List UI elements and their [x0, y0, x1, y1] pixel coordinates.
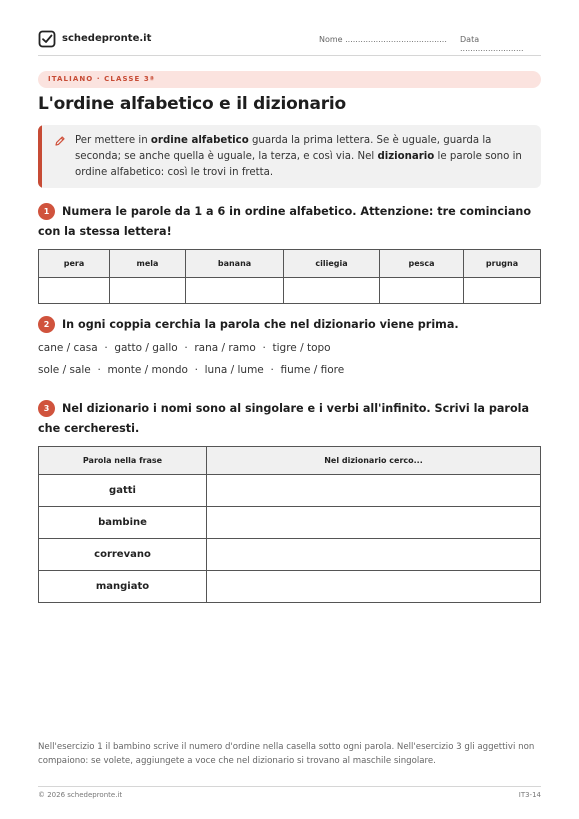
word-cell: mela: [110, 250, 186, 278]
column-header: Nel dizionario cerco...: [207, 447, 541, 475]
note-accent-bar: [38, 125, 42, 188]
answer-box[interactable]: [110, 278, 186, 304]
word-cell: banana: [186, 250, 284, 278]
answer-box[interactable]: [284, 278, 380, 304]
table-row: [39, 475, 541, 507]
exercise-1-number: 1: [38, 203, 55, 220]
table-row: [39, 278, 541, 304]
answer-box[interactable]: [39, 278, 110, 304]
table-row: [39, 539, 541, 571]
page-title: L'ordine alfabetico e il dizionario: [38, 94, 347, 114]
exercise-2-heading: 2 In ogni coppia cerchia la parola che nel dizionario viene prima.: [38, 315, 541, 335]
date-field: Data .........................: [460, 35, 524, 53]
sentence-word: bambine: [39, 507, 207, 539]
answer-field[interactable]: [207, 507, 541, 539]
answer-box[interactable]: [380, 278, 464, 304]
exercise-3-table: [38, 446, 541, 603]
subject-badge: [38, 71, 541, 88]
answer-field[interactable]: [207, 571, 541, 603]
sentence-word: correvano: [39, 539, 207, 571]
exercise-3-number: 3: [38, 400, 55, 417]
pencil-icon: [54, 135, 66, 147]
answer-field[interactable]: [207, 475, 541, 507]
word-cell: pera: [39, 250, 110, 278]
word-cell: ciliegia: [284, 250, 380, 278]
subject-label: ITALIANO · CLASSE 3ª: [48, 75, 155, 83]
copyright: © 2026 schedepronte.it: [38, 791, 123, 799]
word-pairs-line-2[interactable]: sole / sale · monte / mondo · luna / lume · fiume / fiore: [38, 364, 345, 376]
word-cell: pesca: [380, 250, 464, 278]
exercise-1-heading: 1 Numera le parole da 1 a 6 in ordine alfabetico. Attenzione: tre cominciano con la stessa lettera!: [38, 205, 532, 238]
answer-box[interactable]: [186, 278, 284, 304]
sentence-word: gatti: [39, 475, 207, 507]
word-cell: prugna: [464, 250, 541, 278]
sheet-code: IT3-14: [518, 791, 541, 799]
exercise-2-number: 2: [38, 316, 55, 333]
note-text: Per mettere in ordine alfabetico guarda la prima lettera. Se è uguale, guarda la seconda; se anche quella è uguale, la terza, e così via. Nel dizionario le parole sono in ordine alfabetico: così le trovi in fretta.: [75, 135, 522, 178]
column-header: Parola nella frase: [39, 447, 207, 475]
answer-box[interactable]: [464, 278, 541, 304]
check-box-icon: [38, 30, 56, 48]
table-row: [39, 250, 541, 278]
exercise-1-table: [38, 249, 541, 304]
word-pairs-line-1[interactable]: cane / casa · gatto / gallo · rana / ramo · tigre / topo: [38, 342, 331, 354]
header-divider: [38, 55, 541, 56]
teacher-note: Nell'esercizio 1 il bambino scrive il numero d'ordine nella casella sotto ogni parola. Nell'esercizio 3 gli aggettivi non compaiono: se volete, aggiungete a voce che nel dizionario si trovano al maschile singolare.: [38, 742, 535, 766]
info-note: [38, 125, 541, 188]
worksheet-page: [38, 0, 541, 819]
table-row: [39, 507, 541, 539]
page-header: [38, 30, 541, 52]
answer-field[interactable]: [207, 539, 541, 571]
table-row: [39, 571, 541, 603]
exercise-3-heading: 3 Nel dizionario i nomi sono al singolare e i verbi all'infinito. Scrivi la parola che cercheresti.: [38, 402, 530, 435]
footer-divider: [38, 786, 541, 787]
sentence-word: mangiato: [39, 571, 207, 603]
site-name: schedepronte.it: [62, 33, 152, 44]
table-header-row: [39, 447, 541, 475]
name-field: Nome ........................................: [319, 35, 447, 44]
